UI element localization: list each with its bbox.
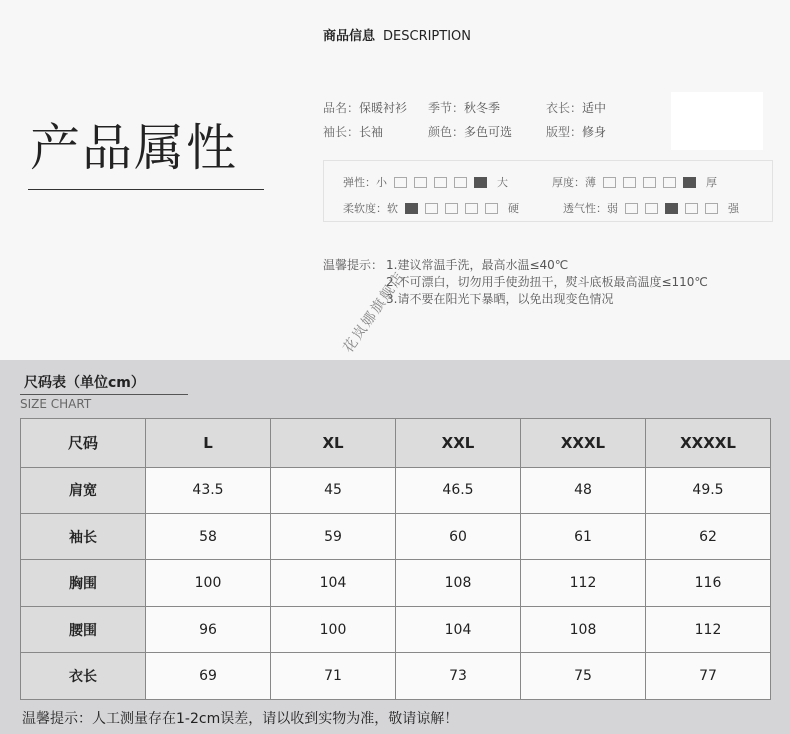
size-chart-subtitle: SIZE CHART — [20, 397, 92, 411]
header-cell: XXL — [396, 419, 521, 468]
attr-name: 品名：保暖衬衫 — [323, 101, 408, 115]
scale-square — [454, 177, 467, 188]
table-cell: 75 — [521, 653, 646, 700]
table-cell: 43.5 — [146, 467, 271, 513]
table-cell: 60 — [396, 514, 521, 560]
table-cell: 104 — [396, 606, 521, 652]
table-row — [21, 606, 771, 652]
store-watermark: 花岚娜旗舰店 — [340, 268, 409, 356]
scale-square — [625, 203, 638, 214]
title-underline — [28, 189, 264, 190]
table-cell: 104 — [271, 560, 396, 606]
attr-color: 颜色：多色可选 — [428, 125, 513, 139]
table-cell: 58 — [146, 514, 271, 560]
size-chart-title: 尺码表（单位cm） — [24, 375, 145, 391]
table-cell: 112 — [521, 560, 646, 606]
table-cell: 46.5 — [396, 467, 521, 513]
description-heading — [323, 25, 471, 44]
table-cell: 71 — [271, 653, 396, 700]
table-cell: 62 — [646, 514, 771, 560]
description-heading-en: DESCRIPTION — [383, 29, 472, 44]
size-chart-underline — [20, 394, 188, 395]
blank-panel — [671, 92, 763, 150]
header-cell: XXXL — [521, 419, 646, 468]
header-cell: L — [146, 419, 271, 468]
scale-square — [603, 177, 616, 188]
scale-thickness: 厚度：薄 厚 — [552, 176, 717, 189]
row-header: 肩宽 — [21, 467, 146, 513]
scale-softness: 柔软度：软 硬 — [343, 202, 519, 215]
attr-length: 衣长：适中 — [546, 101, 607, 115]
care-tip-2: 2.不可漂白，切勿用手使劲扭干，熨斗底板最高温度≤110℃ — [386, 275, 708, 289]
product-attributes-section — [0, 0, 790, 360]
table-cell: 48 — [521, 467, 646, 513]
header-cell: 尺码 — [21, 419, 146, 468]
row-header: 袖长 — [21, 514, 146, 560]
row-header: 腰围 — [21, 606, 146, 652]
scale-square-filled — [683, 177, 696, 188]
scale-square — [394, 177, 407, 188]
scale-square — [414, 177, 427, 188]
table-cell: 69 — [146, 653, 271, 700]
scale-square — [434, 177, 447, 188]
care-tips-label: 温馨提示： — [323, 258, 384, 272]
table-cell: 77 — [646, 653, 771, 700]
table-cell: 59 — [271, 514, 396, 560]
attr-sleeve: 袖长：长袖 — [323, 125, 384, 139]
table-cell: 96 — [146, 606, 271, 652]
row-header: 胸围 — [21, 560, 146, 606]
care-tip-1: 1.建议常温手洗，最高水温≤40℃ — [386, 258, 569, 272]
description-heading-cn: 商品信息 — [323, 29, 376, 44]
table-cell: 61 — [521, 514, 646, 560]
care-tip-3: 3.请不要在阳光下暴晒，以免出现变色情况 — [386, 292, 614, 306]
scale-square-filled — [474, 177, 487, 188]
scale-square — [445, 203, 458, 214]
table-row — [21, 514, 771, 560]
table-header-row — [21, 419, 771, 468]
table-row — [21, 653, 771, 700]
scale-square-filled — [405, 203, 418, 214]
table-row — [21, 467, 771, 513]
table-cell: 73 — [396, 653, 521, 700]
scale-square — [623, 177, 636, 188]
scale-square — [425, 203, 438, 214]
scale-square — [465, 203, 478, 214]
measurement-note: 温馨提示：人工测量存在1-2cm误差，请以收到实物为准，敬请谅解！ — [22, 711, 459, 727]
header-cell: XXXXL — [646, 419, 771, 468]
scale-elasticity: 弹性：小 大 — [343, 176, 508, 189]
table-cell: 108 — [521, 606, 646, 652]
scale-square-filled — [665, 203, 678, 214]
product-attributes-title: 产品属性 — [30, 119, 238, 177]
table-row — [21, 560, 771, 606]
scale-square — [485, 203, 498, 214]
table-cell: 108 — [396, 560, 521, 606]
table-cell: 100 — [271, 606, 396, 652]
scale-square — [643, 177, 656, 188]
table-cell: 100 — [146, 560, 271, 606]
scale-square — [685, 203, 698, 214]
scale-breathability: 透气性：弱 强 — [563, 202, 739, 215]
table-cell: 116 — [646, 560, 771, 606]
attr-fit: 版型：修身 — [546, 125, 607, 139]
row-header: 衣长 — [21, 653, 146, 700]
table-cell: 45 — [271, 467, 396, 513]
table-cell: 49.5 — [646, 467, 771, 513]
size-table — [20, 418, 771, 700]
attr-season: 季节：秋冬季 — [428, 101, 501, 115]
scale-square — [645, 203, 658, 214]
table-cell: 112 — [646, 606, 771, 652]
scale-square — [663, 177, 676, 188]
header-cell: XL — [271, 419, 396, 468]
scale-square — [705, 203, 718, 214]
